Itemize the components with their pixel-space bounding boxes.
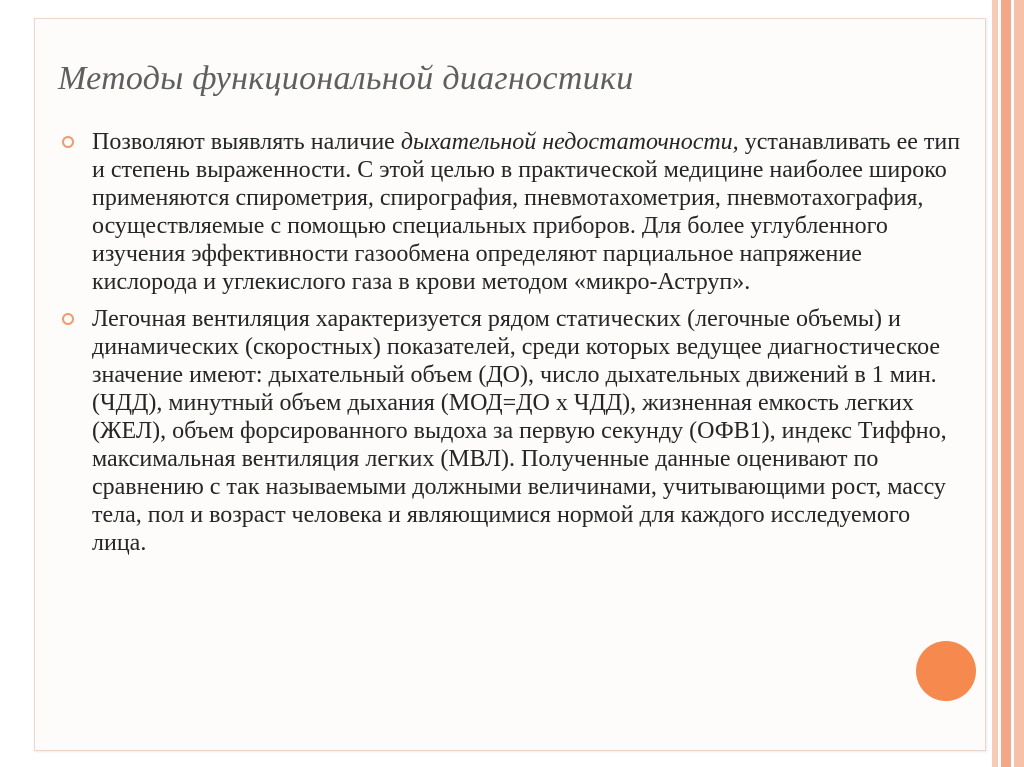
decorative-stripes xyxy=(992,0,1024,767)
text-segment: Легочная вентиляция характеризуется рядом статических (легочные объемы) и динамических (скоростных) показателей, среди которых ведущее диагностическое значение имеют: дыхательный объем (ДО), число дыхательных движений в 1 мин. (ЧДД), минутный объем дыхания (МОД=ДО х ЧДД), жизненная емкость легких (ЖЕЛ), объем форсированного выдоха за первую секунду (ОФВ1), индекс Тиффно, максимальная вентиляция легких (МВЛ). Полученные данные оценивают по сравнению с так называемыми должными величинами, учитывающими рост, массу тела, пол и возраст человека и являющимися нормой для каждого исследуемого лица. xyxy=(92,306,947,556)
bullet-item xyxy=(62,128,962,296)
stripe-dark xyxy=(1001,0,1011,767)
circle-bullet-icon xyxy=(62,136,74,148)
bullet-text xyxy=(92,128,962,296)
decorative-circle xyxy=(916,641,976,701)
text-segment: устанавливать ее тип и степень выраженности. С этой целью в практической медицине наиболее широко применяются спирометрия, спирография, пневмотахометрия, пневмотахография, осуществляемые с помощью специальных приборов. Для более углубленного изучения эффективности газообмена определяют парциальное напряжение кислорода и углекислого газа в крови методом «микро-Аструп». xyxy=(92,129,961,295)
stripe-light xyxy=(1014,0,1024,767)
text-segment-italic: дыхательной недостаточности, xyxy=(400,129,739,155)
bullet-list xyxy=(62,128,962,566)
bullet-text xyxy=(92,305,962,557)
circle-bullet-icon xyxy=(62,313,74,325)
bullet-item xyxy=(62,305,962,557)
slide-title: Методы функциональной диагностики xyxy=(58,60,634,97)
text-segment: Позволяют выявлять наличие xyxy=(92,129,401,155)
